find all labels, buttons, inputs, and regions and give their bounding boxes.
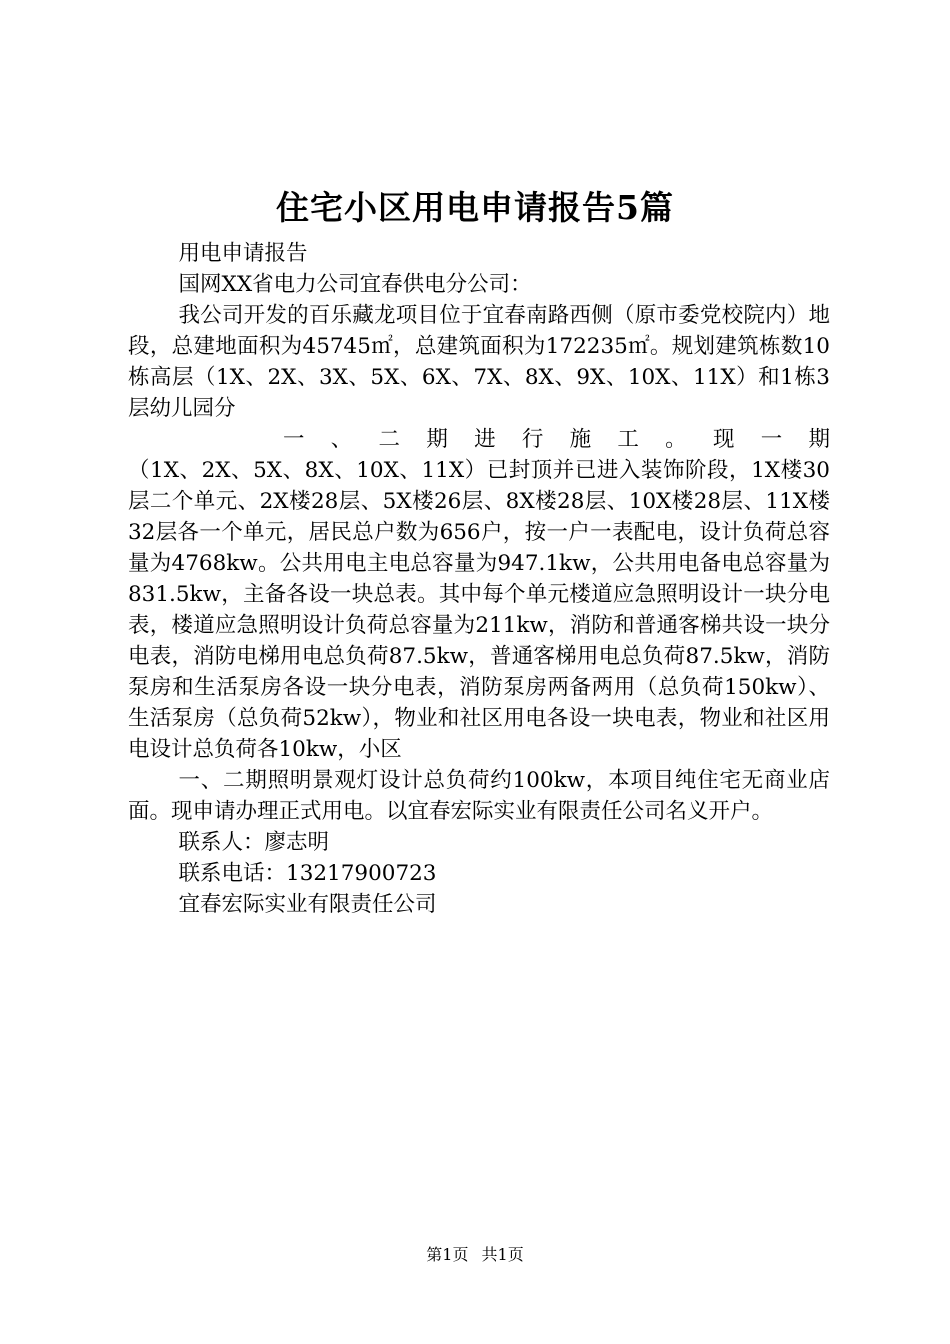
document-body [128,238,830,920]
page-footer [0,1244,950,1266]
contact-phone: 联系电话：13217900723 [178,861,437,886]
contact-person: 联系人：廖志明 [178,830,330,855]
company-signature: 宜春宏际实业有限责任公司 [178,892,437,917]
paragraph-project-overview: 我公司开发的百乐藏龙项目位于宜春南路西侧（原市委党校院内）地段，总建地面积为45745㎡，总建筑面积为172235㎡。规划建筑栋数10栋高层（1X、2X、3X、5X、6X、7X、8X、9X、10X、11X）和1栋3层幼儿园分 [128,303,830,421]
document-title: 住宅小区用电申请报告5篇 [276,188,674,227]
page-number: 第1页 [426,1245,469,1264]
paragraph-power-details: （1X、2X、5X、8X、10X、11X）已封顶并已进入装饰阶段，1X楼30层二个单元、2X楼28层、5X楼26层、8X楼28层、10X楼28层、11X楼32层各一个单元，居民总户数为656户，按一户一表配电，设计负荷总容量为4768kw。公共用电主电总容量为947.1kw，公共用电备电总容量为831.5kw，主备各设一块总表。其中每个单元楼道应急照明设计一块分电表，楼道应急照明设计负荷总容量为211kw，消防和普通客梯共设一块分电表，消防电梯用电总负荷87.5kw，普通客梯用电总负荷87.5kw，消防泵房和生活泵房各设一块分电表，消防泵房两备两用（总负荷150kw）、生活泵房（总负荷52kw），物业和社区用电各设一块电表，物业和社区用电设计总负荷各10kw，小区 [128,458,830,762]
paragraph-phase-intro: 一、二期进行施工。现一期 [283,427,830,452]
paragraph-application: 一、二期照明景观灯设计总负荷约100kw，本项目纯住宅无商业店面。现申请办理正式用电。以宜春宏际实业有限责任公司名义开户。 [128,768,830,824]
page-total: 共1页 [481,1245,524,1264]
addressee-line: 国网XX省电力公司宜春供电分公司： [178,272,532,297]
report-heading: 用电申请报告 [178,241,308,266]
